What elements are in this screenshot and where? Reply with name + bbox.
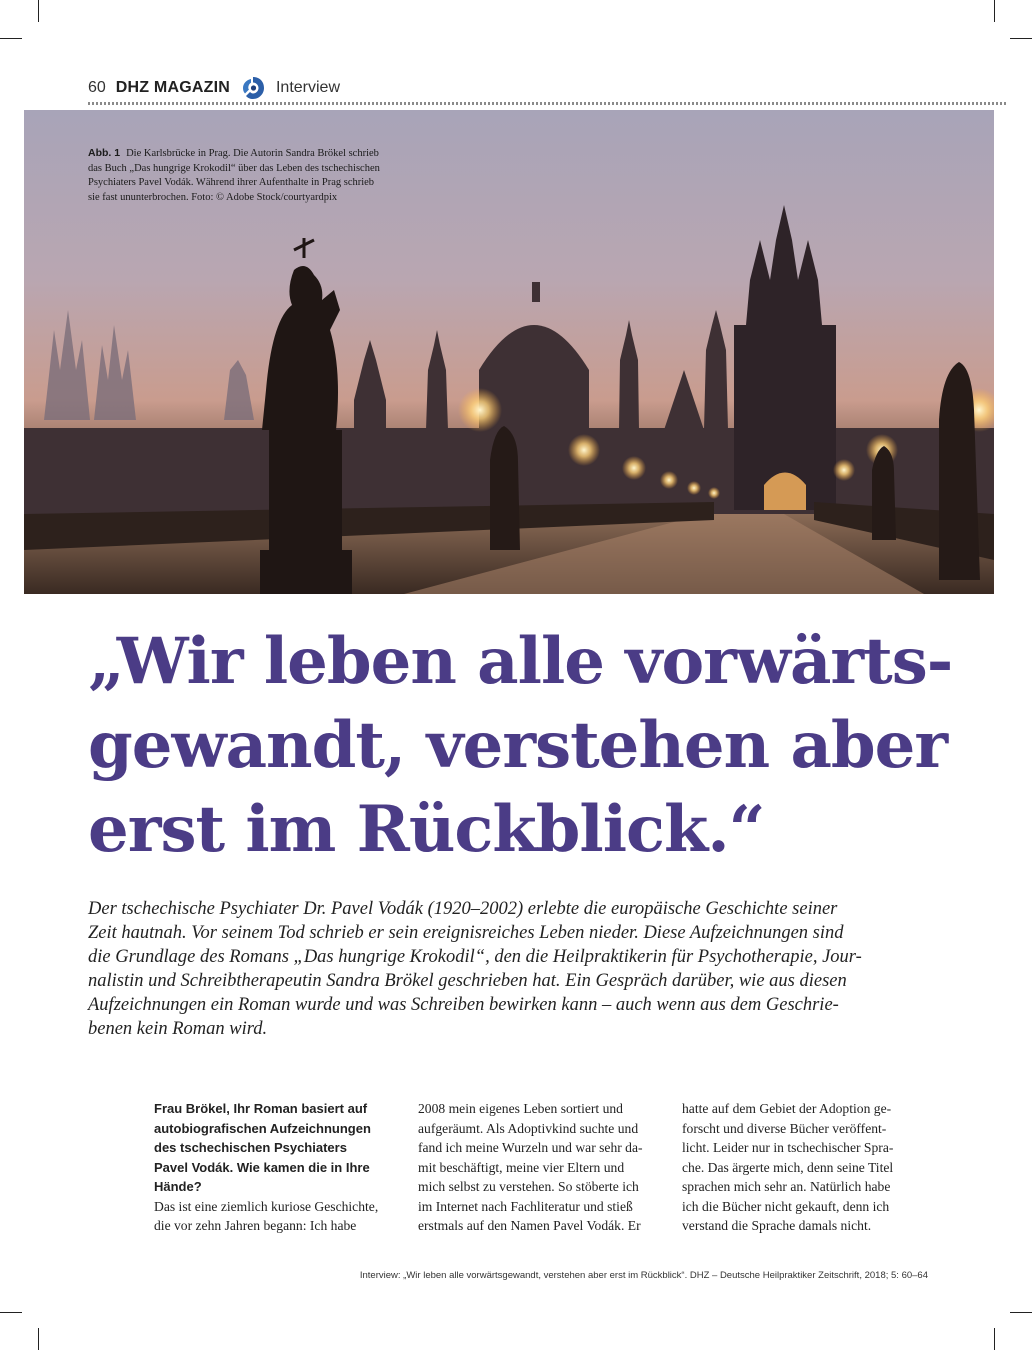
crop-mark — [38, 0, 39, 22]
body-line: ich die Bücher nicht gekauft, denn ich — [682, 1198, 890, 1214]
citation-footer: Interview: „Wir leben alle vorwärtsgewandt, verstehen aber erst im Rückblick“. DHZ – Deutsche Heilpraktiker Zeitschrift, 2018; 5: 60–64 — [359, 1270, 928, 1281]
headline-line: „Wir leben alle vorwärts- — [88, 624, 953, 699]
interview-question: autobiografischen Aufzeichnungen — [154, 1120, 371, 1136]
body-line: licht. Leider nur in tschechischer Spra- — [682, 1140, 894, 1155]
crop-mark — [38, 1328, 39, 1350]
body-line: mich selbst zu verstehen. So stöberte ich — [418, 1179, 639, 1194]
section-label: Interview — [275, 79, 341, 96]
body-line: hatte auf dem Gebiet der Adoption ge- — [682, 1101, 892, 1116]
body-line: sprachen mich sehr an. Natürlich habe — [682, 1179, 891, 1194]
body-line: aufgeräumt. Als Adoptivkind suchte und — [418, 1120, 639, 1136]
interview-question: des tschechischen Psychiaters — [154, 1140, 347, 1155]
body-line: forscht und diverse Bücher veröffent- — [682, 1120, 887, 1136]
body-line: Das ist eine ziemlich kuriose Geschichte, — [154, 1198, 379, 1214]
caption-line: Psychiaters Pavel Vodák. Während ihrer Aufenthalte in Prag schrieb — [88, 177, 375, 188]
body-column-3 — [682, 1099, 924, 1236]
lead-line: benen kein Roman wird. — [88, 1019, 268, 1039]
crop-mark — [1010, 38, 1032, 39]
crop-mark — [0, 1312, 22, 1313]
lead-line: Der tschechische Psychiater Dr. Pavel Vodák (1920–2002) erlebte die europäische Geschichte seiner — [88, 899, 838, 919]
crop-mark — [994, 1328, 995, 1350]
page-number: 60 — [88, 79, 106, 96]
body-line: im Internet nach Fachliteratur und stieß — [418, 1198, 633, 1214]
caption-line: sie fast ununterbrochen. Foto: © Adobe Stock/courtyardpix — [88, 191, 338, 203]
dhz-logo-icon — [240, 75, 266, 101]
figure-label: Abb. 1 — [88, 147, 121, 159]
lead-line: nalistin und Schreibtherapeutin Sandra Brökel geschrieben hat. Ein Gespräch darüber, wie aus diesen — [88, 971, 847, 991]
figure-caption — [88, 146, 438, 205]
lead-line: Aufzeichnungen ein Roman wurde und was Schreiben bewirken kann – auch wenn aus dem Geschrie- — [88, 995, 839, 1015]
header-rule — [88, 102, 1008, 105]
crop-mark — [0, 38, 22, 39]
lead-line: die Grundlage des Romans „Das hungrige Krokodil“, den die Heilpraktikerin für Psychotherapie, Jour- — [88, 947, 862, 967]
crop-mark — [994, 0, 995, 22]
lead-line: Zeit hautnah. Vor seinem Tod schrieb er sein ereignisreiches Leben nieder. Diese Aufzeichnungen sind — [88, 923, 844, 943]
interview-question: Pavel Vodák. Wie kamen die in Ihre — [154, 1159, 370, 1175]
headline-line: gewandt, verstehen aber — [88, 708, 948, 783]
body-line: che. Das ärgerte mich, denn seine Titel — [682, 1159, 894, 1175]
body-line: mit beschäftigt, meine vier Eltern und — [418, 1159, 625, 1175]
crop-mark — [1010, 1312, 1032, 1313]
lead-paragraph — [88, 897, 918, 1041]
article-headline — [88, 620, 988, 872]
magazine-name: DHZ MAGAZIN — [115, 79, 230, 96]
interview-question: Hände? — [154, 1179, 202, 1194]
headline-line: erst im Rückblick.“ — [88, 792, 765, 867]
body-column-2 — [418, 1099, 660, 1236]
body-line: erstmals auf den Namen Pavel Vodák. Er — [418, 1218, 641, 1233]
body-column-1 — [154, 1099, 396, 1236]
body-line: verstand die Sprache damals nicht. — [682, 1218, 872, 1233]
caption-line: das Buch „Das hungrige Krokodil“ über das Leben des tschechischen — [88, 162, 380, 174]
body-line: fand ich meine Wurzeln und war sehr da- — [418, 1140, 643, 1155]
body-line: 2008 mein eigenes Leben sortiert und — [418, 1101, 623, 1116]
body-line: die vor zehn Jahren begann: Ich habe — [154, 1218, 357, 1233]
interview-question: Frau Brökel, Ihr Roman basiert auf — [154, 1101, 368, 1116]
running-header — [88, 76, 340, 100]
caption-line: Die Karlsbrücke in Prag. Die Autorin Sandra Brökel schrieb — [126, 148, 379, 159]
